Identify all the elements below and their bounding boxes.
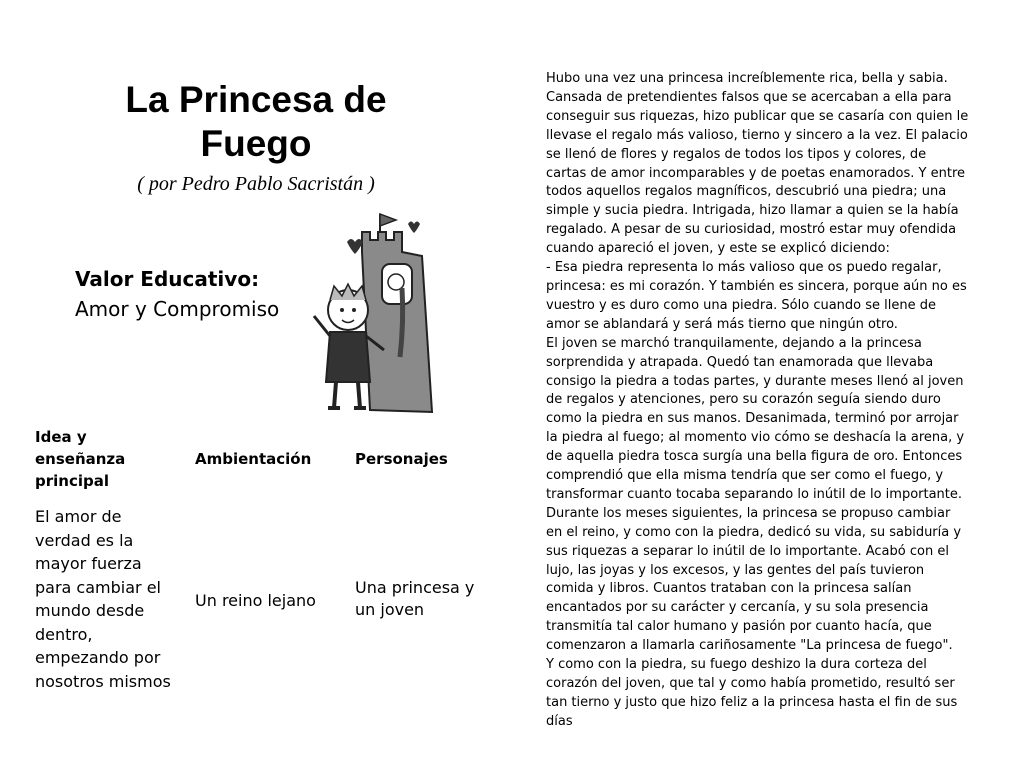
page-title: La Princesa de Fuego [125,79,387,164]
table-cell-ambientacion: Un reino lejano [195,591,316,610]
table-cell-idea: El amor de verdad es la mayor fuerza para cambiar el mundo desde dentro, empezando por nosotros mismos [35,507,171,691]
valor-heading: Valor Educativo: [75,267,260,291]
table-header-idea: Idea y enseñanza principal [35,428,126,490]
table-header-ambientacion: Ambientación [195,450,312,468]
valor-value: Amor y Compromiso [75,297,280,321]
table-cell-personajes: Una princesa y un joven [355,578,475,619]
valor-educativo [75,264,305,324]
author-line: ( por Pedro Pablo Sacristán ) [137,173,375,195]
table-header-personajes: Personajes [355,450,448,468]
princess-castle-illustration [300,212,450,427]
story-text: Hubo una vez una princesa increíblemente rica, bella y sabia. Cansada de pretendientes falsos que se acercaban a ella para conseguir sus riquezas, hizo publicar que se casaría con quien le llevase el regalo más valioso, tierno y sincero a la vez. El palacio se llenó de flores y regalos de todos los tipos y colores, de cartas de amor incomparables y de poetas enamorados. Y entre todos aquellos regalos magníficos, descubrió una piedra; una simple y sucia piedra. Intrigada, hizo llamar a quien se la había regalado. A pesar de su curiosidad, mostró estar muy ofendida cuando apareció el joven, y este se explicó diciendo: - Esa piedra representa lo más valioso que os puedo regalar, princesa: es mi corazón. Y también es sincera, porque aún no es vuestro y es duro como una piedra. Sólo cuando se llene de amor se ablandará y será más tierno que ningún otro. El joven se marchó tranquilamente, dejando a la princesa sorprendida y atrapada. Quedó tan enamorada que llevaba consigo la piedra a todas partes, y durante meses llenó al joven de regalos y atenciones, pero su corazón seguía siendo duro como la piedra en sus manos. Desanimada, terminó por arrojar la piedra al fuego; al momento vio cómo se deshacía la arena, y de aquella piedra tosca surgía una bella figura de oro. Entonces comprendió que ella misma tendría que ser como el fuego, y transformar cuanto tocaba separando lo inútil de lo importante. Durante los meses siguientes, la princesa se propuso cambiar en el reino, y como con la piedra, dedicó su vida, su sabiduría y sus riquezas a separar lo inútil de lo importante. Acabó con el lujo, las joyas y los excesos, y las gentes del país tuvieron comida y libros. Cuantos trataban con la princesa salían encantados por su carácter y cercanía, y su sola presencia transmitía tal calor humano y pasión por cuanto hacía, que comenzaron a llamarla cariñosamente "La princesa de fuego". Y como con la piedra, su fuego deshizo la dura corteza del corazón del joven, que tal y como había prometido, resultó ser tan tierno y justo que hizo feliz a la princesa hasta el fin de sus días [546,71,969,729]
